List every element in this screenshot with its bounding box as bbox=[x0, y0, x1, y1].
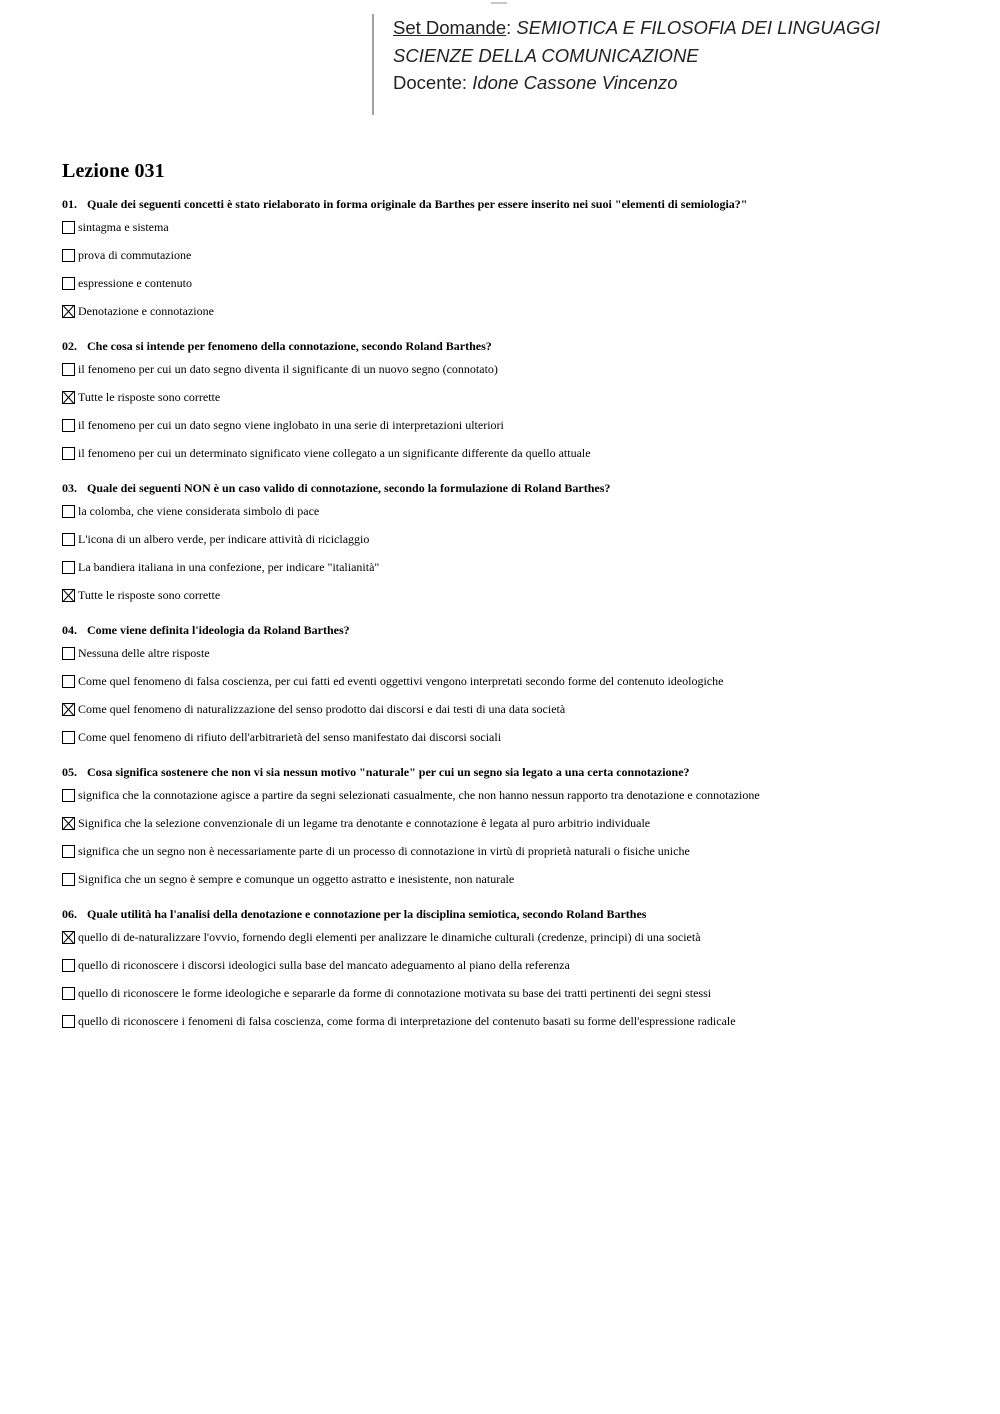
answer-option[interactable] bbox=[62, 581, 962, 609]
answer-option[interactable] bbox=[62, 639, 962, 667]
checkbox[interactable] bbox=[62, 647, 75, 660]
answer-text: sintagma e sistema bbox=[78, 219, 169, 234]
answer-option[interactable] bbox=[62, 297, 962, 325]
checkbox[interactable] bbox=[62, 363, 75, 376]
answer-option[interactable] bbox=[62, 723, 962, 751]
answer-option[interactable] bbox=[62, 837, 962, 865]
top-mark bbox=[491, 2, 507, 4]
answer-option[interactable] bbox=[62, 951, 962, 979]
teacher-label: Docente: bbox=[393, 72, 473, 93]
checked-checkbox[interactable] bbox=[62, 589, 75, 602]
answer-option[interactable] bbox=[62, 923, 962, 951]
checkbox[interactable] bbox=[62, 249, 75, 262]
answer-option[interactable] bbox=[62, 383, 962, 411]
answer-option[interactable] bbox=[62, 667, 962, 695]
set-separator: : bbox=[506, 17, 517, 38]
question-item bbox=[62, 905, 962, 1035]
checked-checkbox[interactable] bbox=[62, 703, 75, 716]
checkbox[interactable] bbox=[62, 1015, 75, 1028]
checkbox[interactable] bbox=[62, 505, 75, 518]
answer-text: il fenomeno per cui un determinato significato viene collegato a un significante differente da quello attuale bbox=[78, 445, 591, 460]
question-text: Cosa significa sostenere che non vi sia nessun motivo "naturale" per cui un segno sia legato a una certa connotazione? bbox=[87, 765, 690, 779]
answer-text: Come quel fenomeno di rifiuto dell'arbitrarietà del senso manifestato dai discorsi sociali bbox=[78, 729, 502, 744]
checkbox[interactable] bbox=[62, 845, 75, 858]
question-number: 02. bbox=[62, 339, 77, 353]
checkbox[interactable] bbox=[62, 419, 75, 432]
question-text-row bbox=[62, 479, 962, 497]
answer-option[interactable] bbox=[62, 781, 962, 809]
question-number: 05. bbox=[62, 765, 77, 779]
question-text-row bbox=[62, 905, 962, 923]
question-list bbox=[62, 195, 962, 1047]
answer-option[interactable] bbox=[62, 355, 962, 383]
answer-option[interactable] bbox=[62, 497, 962, 525]
checkbox[interactable] bbox=[62, 987, 75, 1000]
answer-option[interactable] bbox=[62, 525, 962, 553]
answer-text: Significa che un segno è sempre e comunque un oggetto astratto e inesistente, non naturale bbox=[78, 871, 515, 886]
answer-text: espressione e contenuto bbox=[78, 275, 192, 290]
question-item bbox=[62, 337, 962, 467]
answer-option[interactable] bbox=[62, 269, 962, 297]
checked-checkbox[interactable] bbox=[62, 391, 75, 404]
question-number: 01. bbox=[62, 197, 77, 211]
answer-option[interactable] bbox=[62, 241, 962, 269]
answer-option[interactable] bbox=[62, 439, 962, 467]
answer-text: quello di riconoscere i discorsi ideologici sulla base del mancato adeguamento al piano della referenza bbox=[78, 957, 570, 972]
question-number: 06. bbox=[62, 907, 77, 921]
checked-checkbox[interactable] bbox=[62, 931, 75, 944]
answer-text: La bandiera italiana in una confezione, per indicare "italianità" bbox=[78, 559, 380, 574]
checked-checkbox[interactable] bbox=[62, 817, 75, 830]
answer-option[interactable] bbox=[62, 695, 962, 723]
degree-name: SCIENZE DELLA COMUNICAZIONE bbox=[393, 44, 699, 66]
answer-text: Tutte le risposte sono corrette bbox=[78, 389, 221, 404]
answer-text: Nessuna delle altre risposte bbox=[78, 645, 210, 660]
question-number: 03. bbox=[62, 481, 77, 495]
question-number: 04. bbox=[62, 623, 77, 637]
lesson-title: Lezione 031 bbox=[62, 160, 165, 182]
document-header bbox=[372, 14, 880, 115]
checkbox[interactable] bbox=[62, 561, 75, 574]
answer-text: quello di de-naturalizzare l'ovvio, fornendo degli elementi per analizzare le dinamiche culturali (credenze, principi) di una società bbox=[78, 929, 701, 944]
answer-option[interactable] bbox=[62, 809, 962, 837]
answer-text: la colomba, che viene considerata simbolo di pace bbox=[78, 503, 320, 518]
answer-option[interactable] bbox=[62, 213, 962, 241]
teacher-row bbox=[393, 69, 880, 97]
answer-text: quello di riconoscere le forme ideologiche e separarle da forme di connotazione motivata su base dei tratti pertinenti dei segni stessi bbox=[78, 985, 712, 1000]
question-text: Quale utilità ha l'analisi della denotazione e connotazione per la disciplina semiotica, secondo Roland Barthes bbox=[87, 907, 647, 921]
checkbox[interactable] bbox=[62, 959, 75, 972]
answer-text: Come quel fenomeno di falsa coscienza, per cui fatti ed eventi oggettivi vengono interpretati secondo forme del contenuto ideologiche bbox=[78, 673, 724, 688]
answer-option[interactable] bbox=[62, 865, 962, 893]
checkbox[interactable] bbox=[62, 221, 75, 234]
question-text-row bbox=[62, 195, 962, 213]
checkbox[interactable] bbox=[62, 789, 75, 802]
question-item bbox=[62, 763, 962, 893]
question-text-row bbox=[62, 621, 962, 639]
answer-text: significa che un segno non è necessariamente parte di un processo di connotazione in virtù di proprietà naturali o fisiche uniche bbox=[78, 843, 690, 858]
answer-text: significa che la connotazione agisce a partire da segni selezionati casualmente, che non hanno nessun rapporto tra denotazione e connotazione bbox=[78, 787, 760, 802]
checked-checkbox[interactable] bbox=[62, 305, 75, 318]
answer-option[interactable] bbox=[62, 1007, 962, 1035]
answer-text: Significa che la selezione convenzionale di un legame tra denotante e connotazione è legata al puro arbitrio individuale bbox=[78, 815, 651, 830]
question-item bbox=[62, 195, 962, 325]
answer-text: il fenomeno per cui un dato segno diventa il significante di un nuovo segno (connotato) bbox=[78, 361, 498, 376]
answer-option[interactable] bbox=[62, 979, 962, 1007]
question-text: Quale dei seguenti concetti è stato rielaborato in forma originale da Barthes per essere inserito nei suoi "elementi di semiologia?" bbox=[87, 197, 748, 211]
question-text-row bbox=[62, 763, 962, 781]
answer-text: Tutte le risposte sono corrette bbox=[78, 587, 221, 602]
question-text: Che cosa si intende per fenomeno della connotazione, secondo Roland Barthes? bbox=[87, 339, 492, 353]
question-item bbox=[62, 621, 962, 751]
answer-text: quello di riconoscere i fenomeni di falsa coscienza, come forma di interpretazione del contenuto basati su forme dell'espressione radicale bbox=[78, 1013, 736, 1028]
question-text: Come viene definita l'ideologia da Roland Barthes? bbox=[87, 623, 350, 637]
course-name: SEMIOTICA E FILOSOFIA DEI LINGUAGGI bbox=[516, 17, 880, 38]
checkbox[interactable] bbox=[62, 675, 75, 688]
question-text-row bbox=[62, 337, 962, 355]
answer-text: il fenomeno per cui un dato segno viene inglobato in una serie di interpretazioni ulteriori bbox=[78, 417, 504, 432]
answer-text: L'icona di un albero verde, per indicare attività di riciclaggio bbox=[78, 531, 370, 546]
teacher-name: Idone Cassone Vincenzo bbox=[472, 72, 678, 93]
checkbox[interactable] bbox=[62, 447, 75, 460]
checkbox[interactable] bbox=[62, 533, 75, 546]
answer-option[interactable] bbox=[62, 411, 962, 439]
checkbox[interactable] bbox=[62, 731, 75, 744]
answer-option[interactable] bbox=[62, 553, 962, 581]
answer-text: prova di commutazione bbox=[78, 247, 192, 262]
question-item bbox=[62, 479, 962, 609]
answer-text: Come quel fenomeno di naturalizzazione del senso prodotto dai discorsi e dai testi di una data società bbox=[78, 701, 566, 716]
set-label: Set Domande bbox=[393, 17, 507, 38]
checkbox[interactable] bbox=[62, 277, 75, 290]
course-row bbox=[393, 14, 880, 42]
checkbox[interactable] bbox=[62, 873, 75, 886]
answer-text: Denotazione e connotazione bbox=[78, 303, 214, 318]
question-text: Quale dei seguenti NON è un caso valido di connotazione, secondo la formulazione di Roland Barthes? bbox=[87, 481, 611, 495]
